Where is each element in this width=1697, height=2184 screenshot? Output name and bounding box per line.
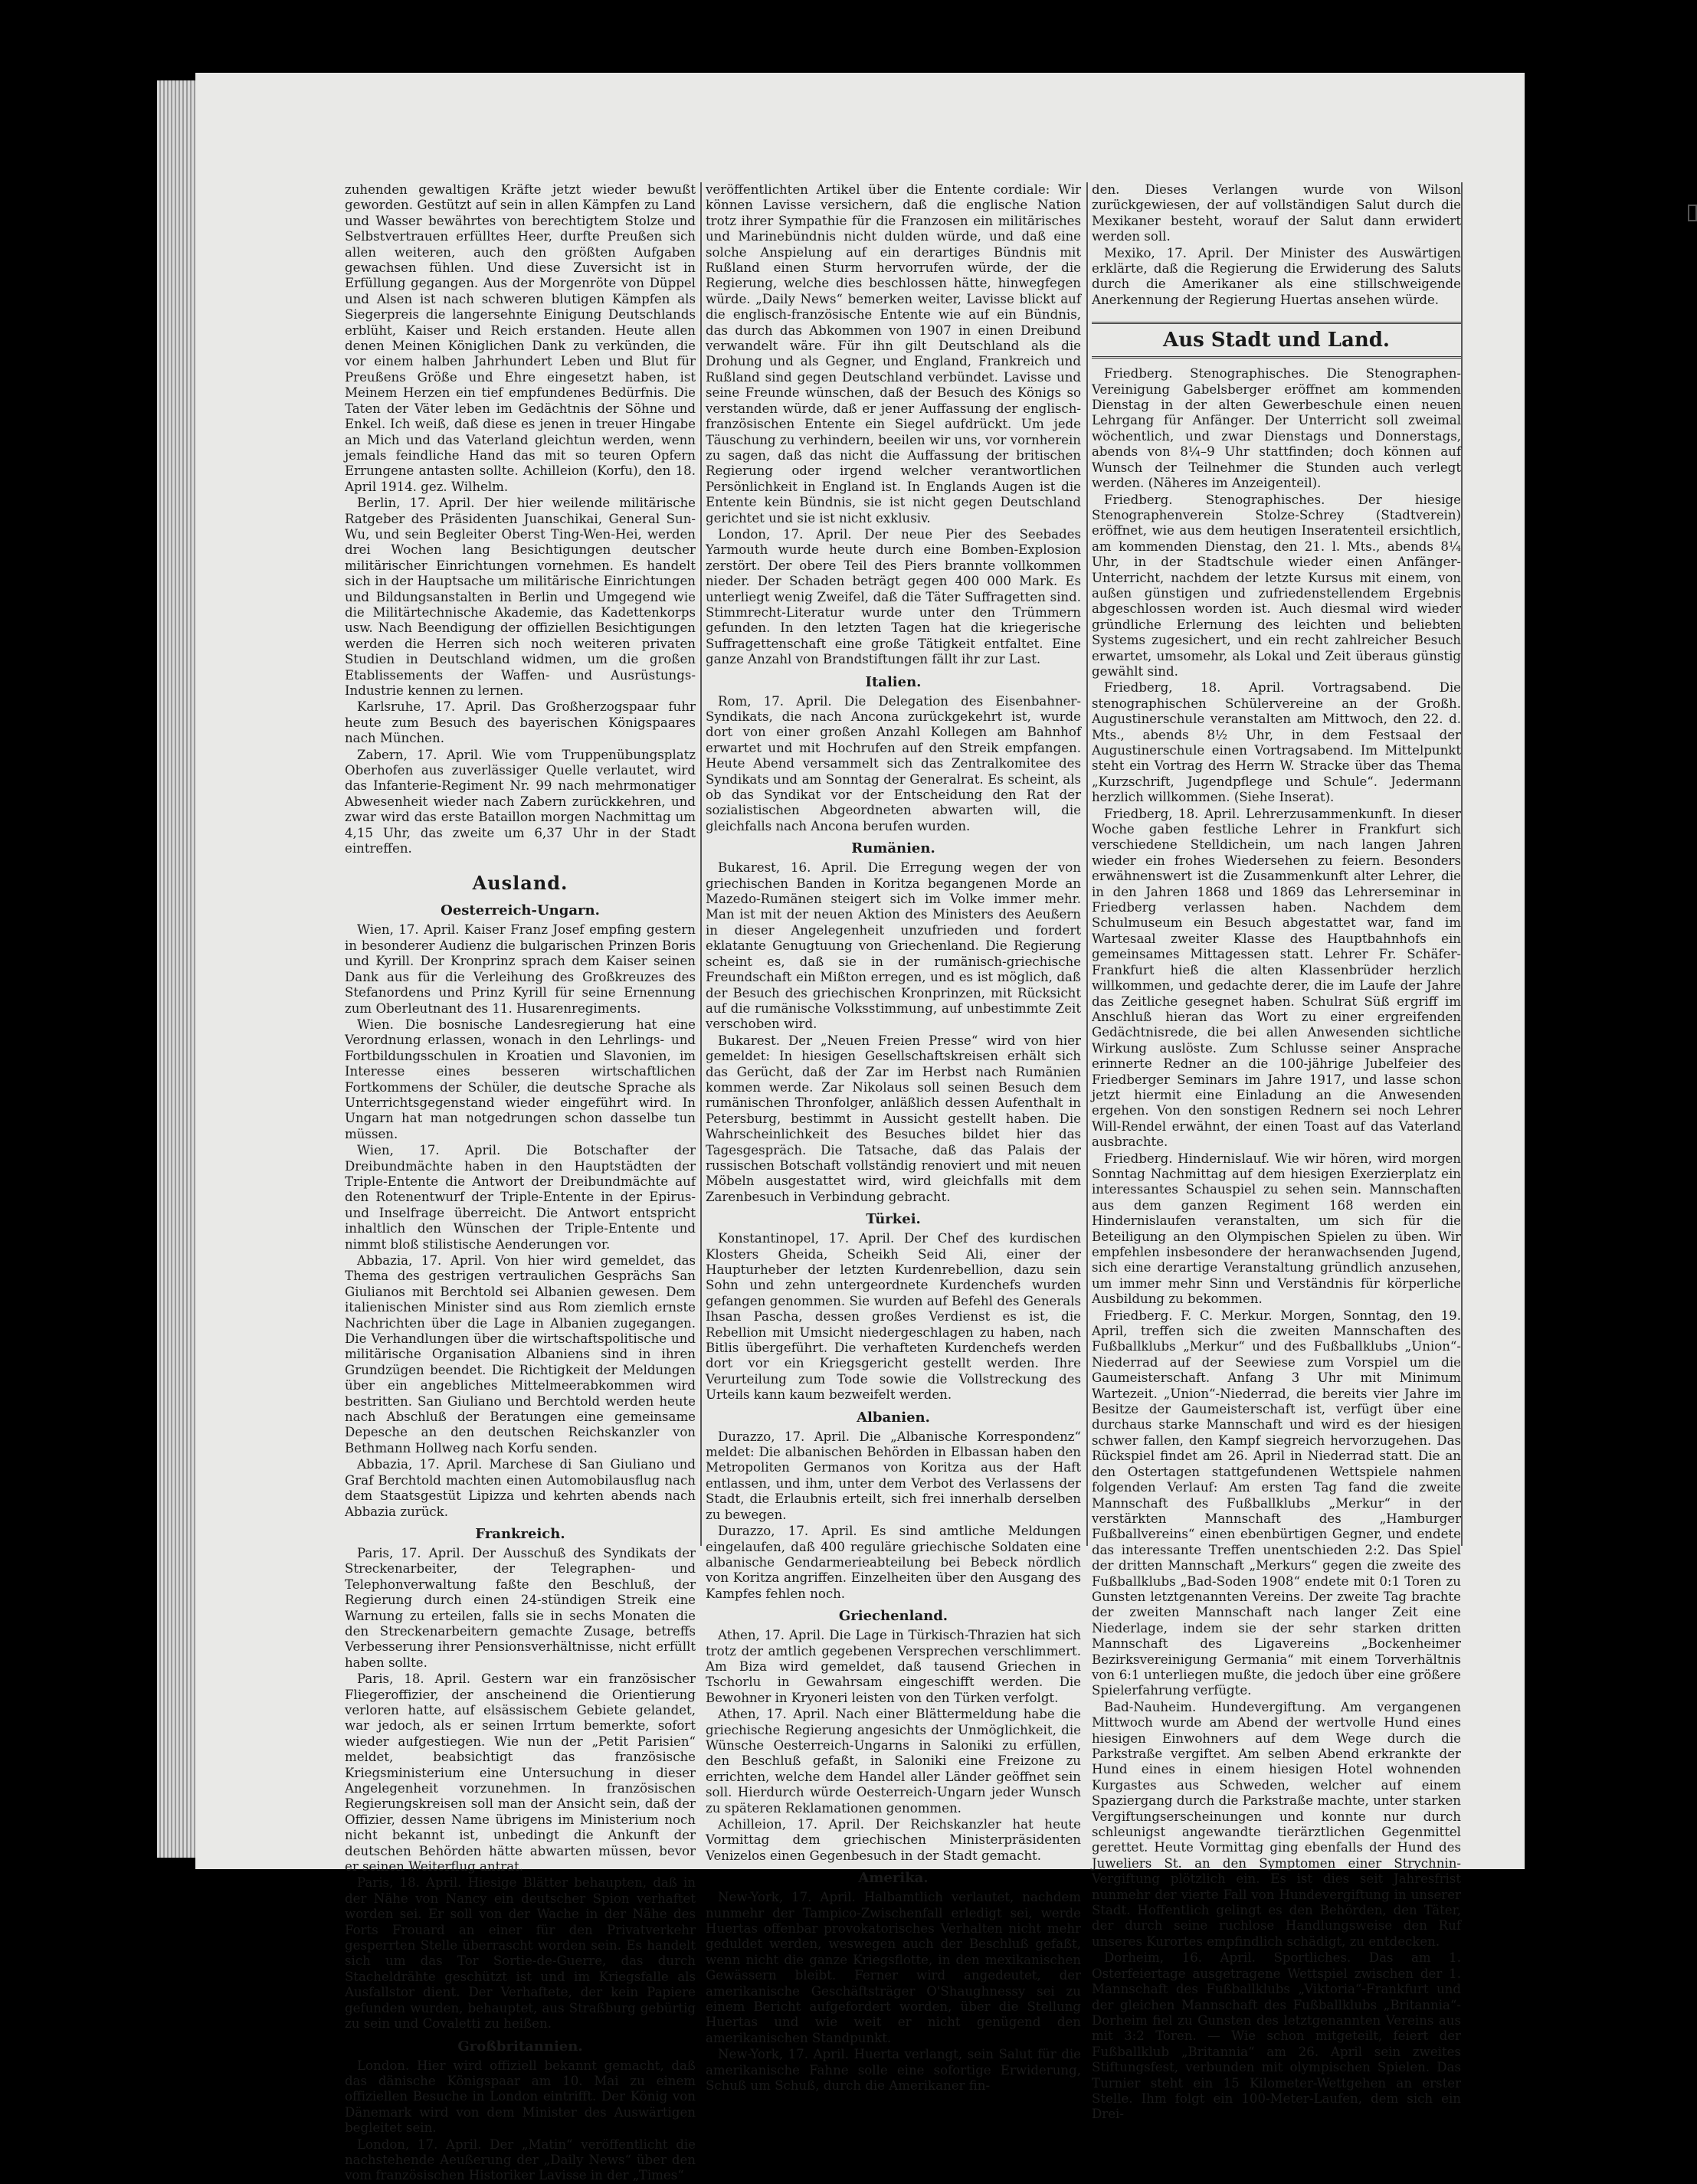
- article-paragraph: den. Dieses Verlangen wurde von Wilson zurückgewiesen, der auf vollständigen Salut durch die Mexikaner besteht, worauf der Salut dann erwidert werden soll.: [1092, 182, 1461, 244]
- article-paragraph: Athen, 17. April. Nach einer Blättermeldung habe die griechische Regierung angesichts der Unmöglichkeit, die Wünsche Oesterreich-Ungarns in Saloniki zu erfüllen, den Beschluß gefaßt, in Saloniki eine Freizone zu errichten, welche dem Handel aller Länder geöffnet sein soll. Hierdurch würde Oesterreich-Ungarn jeder Wunsch zu späteren Reklamationen genommen.: [706, 1707, 1081, 1816]
- article-paragraph: Durazzo, 17. April. Es sind amtliche Meldungen eingelaufen, daß 400 reguläre griechische Soldaten eine albanische Gendarmerieabteilung bei Bebeck nördlich von Koritza angriffen. Einzelheiten über den Ausgang des Kampfes fehlen noch.: [706, 1524, 1081, 1601]
- column-1: [345, 182, 696, 2183]
- subsection-heading-tuerkei: Türkei.: [866, 1211, 921, 1228]
- page-corner-mark: [1688, 205, 1697, 221]
- article-paragraph: London, 17. April. Der „Matin“ veröffentlicht die nachstehende Aeußerung der „Daily News“ über den vom französischen Historiker Lavisse in der „Times“: [345, 2137, 696, 2183]
- article-paragraph: Mexiko, 17. April. Der Minister des Auswärtigen erklärte, daß die Regierung die Erwiderung des Saluts durch die Amerikaner als eine stillschweigende Anerkennung der Regierung Huertas ansehen würde.: [1092, 245, 1461, 307]
- column-2: [706, 182, 1081, 2094]
- article-paragraph: veröffentlichten Artikel über die Entente cordiale: Wir können Lavisse versichern, daß die englische Nation trotz ihrer Sympathie für die Franzosen ein militärisches und Marinebündnis nicht dulden würde, und daß eine solche Anspielung auf ein derartiges Bündnis mit Rußland einen Sturm hervorrufen würde, der die Regierung, welche dies beschlossen hätte, hinwegfegen würde. „Daily News“ bemerken weiter, Lavisse blickt auf die englisch-französische Entente wie auf ein Bündnis, das durch das Abkommen von 1907 in einen Dreibund verwandelt wäre. Für ihn gilt Deutschland als die Drohung und als Gegner, und England, Frankreich und Rußland sind gegen Deutschland verbündet. Lavisse und seine Freunde wünschen, daß der Besuch des Königs so verstanden würde, daß er jener Auffassung der englisch-französischen Entente ein Siegel aufdrückt. Um jede Täuschung zu verhindern, beeilen wir uns, vor vornherein zu sagen, daß das nicht die Auffassung der britischen Regierung oder irgend welcher verantwortlichen Persönlichkeit in England ist. In Englands Augen ist die Entente kein Bündnis, sie ist nicht gegen Deutschland gerichtet und sie ist nicht exklusiv.: [706, 182, 1081, 526]
- column-rule: [700, 182, 702, 1546]
- article-paragraph: Bukarest, 16. April. Die Erregung wegen der von griechischen Banden in Koritza begangenen Morde an Mazedo-Rumänen steigert sich im Volke immer mehr. Man ist mit der neuen Aktion des Ministers des Aeußern in dieser Angelegenheit unzufrieden und fordert eklatante Genugtuung von Griechenland. Die Regierung scheint es, daß sie in der rumänisch-griechische Freundschaft ein Mißton erregen, und es ist möglich, daß der Besuch des griechischen Kronprinzen, mit Rücksicht auf die rumänische Volksstimmung, auf unbestimmte Zeit verschoben wird.: [706, 860, 1081, 1032]
- article-paragraph: Paris, 18. April. Hiesige Blätter behaupten, daß in der Nähe von Nancy ein deutscher Spion verhaftet worden sei. Er soll von der Wache in der Nähe des Forts Frouard an einer für den Privatverkehr gesperrten Stelle überrascht worden sein. Es handelt sich um das Tor Sortie-de-Guerre, das durch Stacheldrähte geschützt ist und im Kriegsfalle als Ausfallstor dient. Der Verhaftete, der kein Papiere gefunden wurden, behauptet, aus Straßburg gebürtig zu sein und Covaletti zu heißen.: [345, 1875, 696, 2032]
- section-heading-ausland: Ausland.: [472, 872, 568, 895]
- subsection-heading-oesterreich: Oesterreich-Ungarn.: [441, 902, 600, 919]
- article-paragraph: Friedberg, 18. April. Vortragsabend. Die stenographischen Schülervereine an der Großh. Augustinerschule veranstalten am Mittwoch, den 22. d. Mts., abends 8½ Uhr, in dem Festsaal der Augustinerschule einen Vortragsabend. Im Mittelpunkt steht ein Vortrag des Herrn W. Stracke über das Thema „Kurzschrift, Jugendpflege und Schule“. Jedermann herzlich willkommen. (Siehe Inserat).: [1092, 680, 1461, 805]
- article-paragraph: Durazzo, 17. April. Die „Albanische Korrespondenz“ meldet: Die albanischen Behörden in Elbassan haben den Metropoliten Germanos von Koritza aus der Haft entlassen, und ihm, unter dem Verbot des Verlassens der Stadt, die Erlaubnis erteilt, sich frei innerhalb derselben zu bewegen.: [706, 1429, 1081, 1522]
- subsection-heading-grossbritannien: Großbritannien.: [457, 2038, 583, 2055]
- article-paragraph: Bukarest. Der „Neuen Freien Presse“ wird von hier gemeldet: In hiesigen Gesellschaftskreisen erhält sich das Gerücht, daß der Zar im Herbst nach Rumänien kommen werde. Zar Nikolaus soll seinen Besuch dem rumänischen Thronfolger, anläßlich dessen Aufenthalt in Petersburg, bestimmt in Aussicht gestellt haben. Die Wahrscheinlichkeit des Besuches bildet hier das Tagesgespräch. Die Tatsache, daß das Palais der russischen Botschaft vollständig renoviert und mit neuen Möbeln ausgestattet wird, wird gleichfalls mit dem Zarenbesuch in Verbindung gebracht.: [706, 1033, 1081, 1204]
- column-rule: [1461, 182, 1463, 1546]
- article-paragraph: Berlin, 17. April. Der hier weilende militärische Ratgeber des Präsidenten Juanschikai, General Sun-Wu, und sein Begleiter Oberst Ting-Wen-Hei, werden drei Wochen lang Besichtigungen deutscher militärischer Einrichtungen vornehmen. Es handelt sich in der Hauptsache um militärische Einrichtungen und Bildungsanstalten in Berlin und Umgegend wie die Militärtechnische Akademie, das Kadettenkorps usw. Nach Beendigung der offiziellen Besichtigungen werden die Herren sich noch weiteren privaten Studien in Deutschland widmen, um die großen Etablissements der Waffen- und Ausrüstungs-Industrie kennen zu lernen.: [345, 496, 696, 698]
- article-paragraph: Friedberg. Stenographisches. Die Stenographen-Vereinigung Gabelsberger eröffnet am kommenden Dienstag in der alten Gewerbeschule einen neuen Lehrgang für Anfänger. Der Unterricht soll zweimal wöchentlich, und zwar Dienstags und Donnerstags, abends von 8¼–9 Uhr stattfinden; doch können auf Wunsch der Teilnehmer die Stunden auch verlegt werden. (Näheres im Anzeigenteil).: [1092, 366, 1461, 491]
- subsection-heading-albanien: Albanien.: [857, 1409, 930, 1426]
- subsection-heading-amerika: Amerika.: [858, 1870, 929, 1887]
- article-paragraph: New-York, 17. April. Halbamtlich verlautet, nachdem nunmehr der Tampico-Zwischenfall erledigt sei, werde Huertas offenbar provokatorisches Verhalten nicht mehr geduldet werden, weswegen auch der Beschluß gefaßt, wenn nicht die ganze Kriegsflotte, in den mexikanischen Gewässern bleibt. Ferner wird angedeutet, der amerikanische Geschäftsträger O'Shaughnessy sei zu einem Bericht aufgefordert worden, über die Stellung Huertas und wie weit er nicht genügend den amerikanischen Standpunkt.: [706, 1890, 1081, 2045]
- article-paragraph: London. Hier wird offiziell bekannt gemacht, daß das dänische Königspaar am 10. Mai zu einem offiziellen Besuche in London eintrifft. Der König von Dänemark wird von dem Minister des Auswärtigen begleitet sein.: [345, 2058, 696, 2136]
- subsection-heading-frankreich: Frankreich.: [475, 1525, 565, 1542]
- subsection-heading-griechenland: Griechenland.: [838, 1608, 948, 1625]
- article-paragraph: Wien, 17. April. Kaiser Franz Josef empfing gestern in besonderer Audienz die bulgarischen Prinzen Boris und Kyrill. Der Kronprinz sprach dem Kaiser seinen Dank aus für die Verleihung des Großkreuzes des Stefanordens und Prinz Kyrill für seine Ernennung zum Oberleutnant des 11. Husarenregiments.: [345, 922, 696, 1016]
- article-paragraph: New-York, 17. April. Huerta verlangt, sein Salut für die amerikanische Fahne solle eine sofortige Erwiderung, Schuß um Schuß, durch die Amerikaner fin-: [706, 2047, 1081, 2094]
- article-paragraph: Konstantinopel, 17. April. Der Chef des kurdischen Klosters Gheida, Scheikh Seid Ali, einer der Haupturheber der letzten Kurdenrebellion, dazu sein Sohn und zehn untergeordnete Kurdenchefs wurden gefangen genommen. Sie wurden auf Befehl des Generals Ihsan Pascha, dessen großes Verdienst es ist, die Rebellion mit Umsicht niedergeschlagen zu haben, nach Bitlis übergeführt. Die verhafteten Kurdenchefs werden dort vor ein Kriegsgericht gestellt werden. Ihre Verurteilung zum Tode sowie die Vollstreckung des Urteils kann kaum bezweifelt werden.: [706, 1231, 1081, 1403]
- subsection-heading-rumaenien: Rumänien.: [851, 840, 935, 857]
- article-paragraph: Wien, 17. April. Die Botschafter der Dreibundmächte haben in den Hauptstädten der Triple-Entente die Antwort der Dreibundmächte auf den Rotenentwurf der Triple-Entente in der Epirus- und Inselfrage überreicht. Die Antwort entspricht inhaltlich den Wünschen der Triple-Entente und nimmt bloß stilistische Aenderungen vor.: [345, 1143, 696, 1252]
- article-paragraph: Dorheim, 16. April. Sportliches. Das am 1. Osterfeiertage ausgetragene Wettspiel zwischen der 1. Mannschaft des Fußballklubs „Viktoria“-Frankfurt und der gleichen Mannschaft des Fußballklubs „Britannia“-Dorheim fiel zu Gunsten des letztgenannten Vereins aus mit 3:2 Toren. — Wie schon mitgeteilt, feiert der Fußballklub „Britannia“ am 26. April sein zweites Stiftungsfest, verbunden mit olympischen Spielen. Das Turnier steht ein 15 Kilometer-Wettgehen an erster Stelle. Ihm folgt ein 100-Meter-Laufen, dem sich ein Drei-: [1092, 1950, 1461, 2122]
- article-paragraph: Friedberg. Hindernislauf. Wie wir hören, wird morgen Sonntag Nachmittag auf dem hiesigen Exerzierplatz ein interessantes Schauspiel zu sehen sein. Mannschaften aus dem ganzen Regiment 168 werden ein Hindernislaufen veranstalten, um sich für die Beteiligung an den Olympischen Spielen zu üben. Wir empfehlen insbesondere der heranwachsenden Jugend, sich eine derartige Veranstaltung gründlich anzusehen, um immer mehr Sinn und Verständnis für körperliche Ausbildung zu bekommen.: [1092, 1151, 1461, 1307]
- article-paragraph: Karlsruhe, 17. April. Das Großherzogspaar fuhr heute zum Besuch des bayerischen Königspaares nach München.: [345, 699, 696, 746]
- article-paragraph: Friedberg, 18. April. Lehrerzusammenkunft. In dieser Woche gaben festliche Lehrer in Frankfurt sich verschiedene Stelldichein, um nach langen Jahren wieder ein frohes Wiedersehen zu feiern. Besonders erwähnenswert ist die Zusammenkunft alter Lehrer, die in den Jahren 1868 und 1869 das Lehrerseminar in Friedberg verlassen haben. Nachdem dem Schulmuseum ein Besuch abgestattet war, fand im Wartesaal zweiter Klasse des Hauptbahnhofs ein gemeinsames Mittagessen statt. Lehrer Fr. Schäfer-Frankfurt hieß die alten Klassenbrüder herzlich willkommen, und gedachte derer, die im Laufe der Jahre das Zeitliche gesegnet haben. Schulrat Süß ergriff im Anschluß hieran das Wort zu einer ergreifenden Gedächtnisrede, die bei allen Anwesenden sichtliche Wirkung auslöste. Zum Schlusse seiner Ansprache erinnerte Redner an die 100-jährige Jubelfeier des Friedberger Seminars im Jahre 1917, und lasse schon jetzt hiermit eine Einladung an die Anwesenden ergehen. Von den sonstigen Rednern sei noch Lehrer Will-Rendel erwähnt, der einen Toast auf das Vaterland ausbrachte.: [1092, 806, 1461, 1150]
- article-paragraph: Friedberg. F. C. Merkur. Morgen, Sonntag, den 19. April, treffen sich die zweiten Mannschaften des Fußballklubs „Merkur“ und des Fußballklubs „Union“-Niederrad auf der Seewiese zum Vorspiel um die Gaumeisterschaft. Anfang 3 Uhr mit Minimum Wartezeit. „Union“-Niederrad, die bereits vier Jahre im Besitze der Gaumeisterschaft ist, verfügt über eine durchaus starke Mannschaft und wird es der hiesigen schwer fallen, den Kampf siegreich hervorzugehen. Das Rückspiel findet am 26. April in Niederrad statt. Die an den Ostertagen stattgefundenen Wettspiele nahmen folgenden Verlauf: Am ersten Tag fand die zweite Mannschaft des Fußballklubs „Merkur“ in der verstärkten Mannschaft des „Hamburger Fußballvereins“ einen ebenbürtigen Gegner, und endete das interessante Treffen unentschieden 2:2. Das Spiel der dritten Mannschaft „Merkurs“ gegen die zweite des Fußballklubs „Bad-Soden 1908“ endete mit 0:1 Toren zu Gunsten letztgenannten Vereins. Der zweite Tag brachte der zweiten Mannschaft nach langer Zeit eine Niederlage, indem sie der sehr starken dritten Mannschaft des Ligavereins „Bockenheimer Bezirksvereinigung Germania“ mit einem Torverhältnis von 6:1 unterliegen mußte, die jedoch über eine größere Spielerfahrung verfügte.: [1092, 1308, 1461, 1698]
- article-paragraph: Athen, 17. April. Die Lage in Türkisch-Thrazien hat sich trotz der amtlich gegebenen Versprechen verschlimmert. Am Biza wird gemeldet, daß tausend Griechen in Tschorlu in Gewahrsam eingeschifft werden. Die Bewohner in Kryoneri leisten von den Türken verfolgt.: [706, 1628, 1081, 1705]
- article-paragraph: Abbazia, 17. April. Marchese di San Giuliano und Graf Berchtold machten einen Automobilausflug nach dem Staatsgestüt Lipizza und kehrten abends nach Abbazia zurück.: [345, 1457, 696, 1519]
- article-paragraph: Wien. Die bosnische Landesregierung hat eine Verordnung erlassen, wonach in den Lehrlings- und Fortbildungsschulen in Kroatien und Slavonien, im Interesse eines besseren wirtschaftlichen Fortkommens der Schüler, die deutsche Sprache als Unterrichtsgegenstand wieder eingeführt wird. In Ungarn hat man notgedrungen schon dasselbe tun müssen.: [345, 1017, 696, 1141]
- article-paragraph: Achilleion, 17. April. Der Reichskanzler hat heute Vormittag dem griechischen Ministerpräsidenten Venizelos einen Gegenbesuch in der Stadt gemacht.: [706, 1817, 1081, 1863]
- article-paragraph: London, 17. April. Der neue Pier des Seebades Yarmouth wurde heute durch eine Bomben-Explosion zerstört. Der obere Teil des Piers brannte vollkommen nieder. Der Schaden beträgt gegen 400 000 Mark. Es unterliegt wenig Zweifel, daß die Täter Suffragetten sind. Stimmrecht-Literatur wurde unter den Trümmern gefunden. In den letzten Tagen hat die kriegerische Suffragettenschaft eine große Tätigkeit entfaltet. Eine ganze Anzahl von Brandstiftungen fällt ihr zur Last.: [706, 526, 1081, 667]
- article-paragraph: Abbazia, 17. April. Von hier wird gemeldet, das Thema des gestrigen vertraulichen Gesprächs San Giulianos mit Berchtold sei Albanien gewesen. Dem italienischen Minister sind aus Rom ziemlich ernste Nachrichten über die Lage in Albanien zugegangen. Die Verhandlungen über die wirtschaftspolitische und militärische Organisation Albaniens sind in ihren Grundzügen beendet. Die Richtigkeit der Meldungen über ein angebliches Mittelmeerabkommen wird bestritten. San Giuliano und Berchtold werden heute nach Abschluß der Beratungen eine gemeinsame Depesche an den deutschen Reichskanzler von Bethmann Hollweg nach Korfu senden.: [345, 1253, 696, 1455]
- article-paragraph: Zabern, 17. April. Wie vom Truppenübungsplatz Oberhofen aus zuverlässiger Quelle verlautet, wird das Infanterie-Regiment Nr. 99 nach mehrmonatiger Abwesenheit wieder nach Zabern zurückkehren, und zwar wird das erste Bataillon morgen Nachmittag um 4,15 Uhr, das zweite um 6,37 Uhr in der Stadt eintreffen.: [345, 747, 696, 856]
- article-paragraph: Paris, 18. April. Gestern war ein französischer Fliegeroffizier, der anscheinend die Orientierung verloren hatte, auf elsässischem Gebiete gelandet, war jedoch, als er seinen Irrtum bemerkte, sofort wieder aufgestiegen. Wie nun der „Petit Parisien“ meldet, beabsichtigt das französische Kriegsministerium eine Untersuchung in dieser Angelegenheit vorzunehmen. In französischen Regierungskreisen soll man der Ansicht sein, daß der Offizier, dessen Name übrigens im Ministerium noch nicht bekannt ist, unbedingt die Ankunft der deutschen Behörden hätte abwarten müssen, bevor er seinen Weiterflug antrat.: [345, 1672, 696, 1875]
- article-paragraph: Paris, 17. April. Der Ausschuß des Syndikats der Streckenarbeiter, der Telegraphen- und Telephonverwaltung faßte den Beschluß, der Regierung durch einen 24-stündigen Streik eine Warnung zu erteilen, falls sie in sechs Monaten die den Streckenarbeitern gemachte Zusage, betreffs Verbesserung ihrer Pensionsverhältnisse, nicht erfüllt haben sollte.: [345, 1545, 696, 1670]
- subsection-heading-italien: Italien.: [865, 673, 922, 690]
- article-paragraph: Bad-Nauheim. Hundevergiftung. Am vergangenen Mittwoch wurde am Abend der wertvolle Hund eines hiesigen Einwohners auf dem Wege durch die Parkstraße vergiftet. Am selben Abend erkrankte der Hund eines in einem hiesigen Hotel wohnenden Kurgastes aus Schweden, welcher auf einem Spaziergang durch die Parkstraße machte, unter starken Vergiftungserscheinungen und konnte nur durch schleunigst angewandte tierärztlichen Gegenmittel gerettet. Heute Vormittag ging ebenfalls der Hund des Juweliers St. an den Symptomen einer Strychnin-Vergiftung plötzlich ein. Es ist dies seit Jahresfrist nunmehr der vierte Fall von Hundevergiftung in unserer Stadt. Hoffentlich gelingt es den Behörden, den Täter, der durch seine ruchlose Handlungsweise den Ruf unseres Kurortes empfindlich schädigt, zu entdecken.: [1092, 1699, 1461, 1949]
- article-paragraph: Friedberg. Stenographisches. Der hiesige Stenographenverein Stolze-Schrey (Stadtverein) eröffnet, wie aus dem heutigen Inseratenteil ersichtlich, am kommenden Dienstag, den 21. l. Mts., abends 8¼ Uhr, in der Stadtschule wieder einen Anfänger-Unterricht, nachdem der letzte Kursus mit einem, von außen günstigen und zufriedenstellendem Ergebnis abgeschlossen worden ist. Auch diesmal wird wieder gründliche Erlernung des leichten und beliebten Systems zugesichert, und ein recht zahlreicher Besuch erwartet, umsomehr, als Lokal und Zeit überaus günstig gewählt sind.: [1092, 492, 1461, 679]
- section-heading-stadt-und-land: Aus Stadt und Land.: [1092, 322, 1461, 359]
- column-rule: [1086, 182, 1088, 1546]
- article-paragraph: Rom, 17. April. Die Delegation des Eisenbahner-Syndikats, die nach Ancona zurückgekehrt ist, wurde dort von einer großen Anzahl Kollegen am Bahnhof erwartet und mit Hochrufen auf den Streik empfangen. Heute Abend versammelt sich das Zentralkomitee des Syndikats und am Sonntag der Generalrat. Es scheint, als ob das Syndikat vor der Entscheidung den Rat der sozialistischen Abgeordneten abwarten will, die gleichfalls nach Ancona berufen wurden.: [706, 693, 1081, 833]
- article-paragraph: zuhenden gewaltigen Kräfte jetzt wieder bewußt geworden. Gestützt auf sein in allen Kämpfen zu Land und Wasser bewährtes von berechtigtem Stolze und Selbstvertrauen erfülltes Heer, durfte Preußen sich allen weiteren, auch den größten Aufgaben gewachsen fühlen. Und diese Zuversicht ist in Erfüllung gegangen. Aus der Morgenröte von Düppel und Alsen ist nach schweren blutigen Kämpfen als Siegerpreis die langersehnte Einigung Deutschlands erblüht, Kaiser und Reich erstanden. Heute allen denen Meinen Königlichen Dank zu verkünden, die vor einem halben Jahrhundert Leben und Blut für Preußens Größe und Ehre eingesetzt haben, ist Meinem Herzen ein tief empfundenes Bedürfnis. Die Taten der Väter leben im Gedächtnis der Söhne und Enkel. Ich weiß, daß diese es jenen in treuer Hingabe an Mich und das Vaterland gleichtun werden, wenn jemals feindliche Hand das mit so teuren Opfern Errungene antasten sollte. Achilleion (Korfu), den 18. April 1914. gez. Wilhelm.: [345, 182, 696, 494]
- column-3: [1092, 182, 1461, 2122]
